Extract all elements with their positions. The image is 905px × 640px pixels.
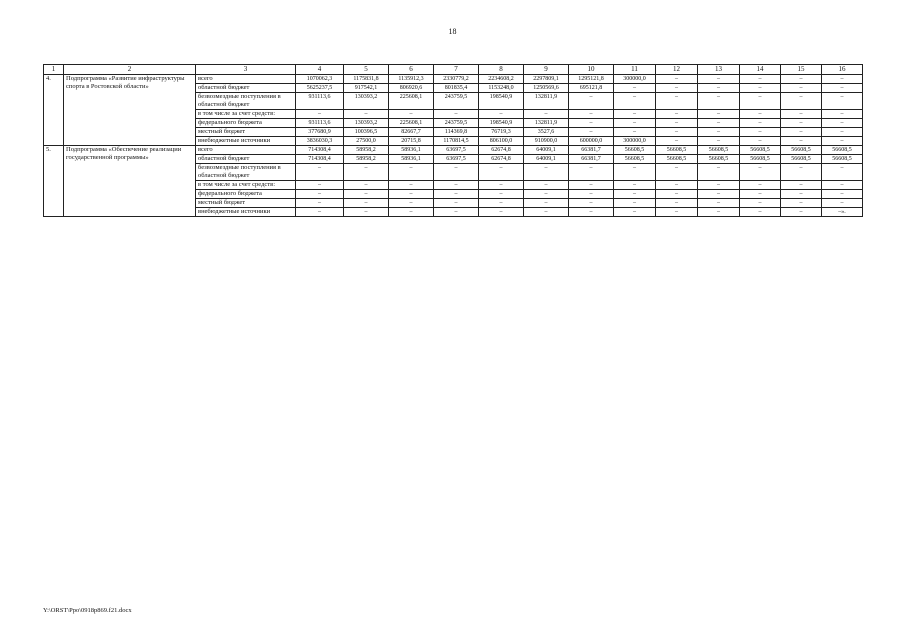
amount-cell: 56608,5 — [656, 155, 698, 164]
amount-cell: – — [698, 164, 740, 181]
amount-cell: 1170814,5 — [434, 137, 479, 146]
amount-cell: – — [344, 199, 389, 208]
header-row — [44, 65, 863, 75]
amount-cell: – — [822, 128, 863, 137]
amount-cell: – — [614, 110, 656, 119]
subprogram-name: Подпрограмма «Обеспечение реализации государственной программы» — [64, 146, 196, 217]
amount-cell: 56608,5 — [740, 146, 781, 155]
amount-cell: 56608,5 — [614, 146, 656, 155]
header-cell: 16 — [822, 65, 863, 75]
amount-cell: – — [698, 190, 740, 199]
amount-cell: 56608,5 — [781, 155, 822, 164]
header-cell: 14 — [740, 65, 781, 75]
amount-cell: – — [656, 190, 698, 199]
amount-cell: 300000,0 — [614, 75, 656, 84]
amount-cell: – — [781, 128, 822, 137]
amount-cell: – — [569, 164, 614, 181]
funding-source: федерального бюджета — [196, 190, 296, 199]
amount-cell: – — [698, 110, 740, 119]
amount-cell: 2234608,2 — [479, 75, 524, 84]
amount-cell: 1250569,6 — [524, 84, 569, 93]
amount-cell: – — [569, 93, 614, 110]
amount-cell: – — [698, 119, 740, 128]
amount-cell: – — [524, 181, 569, 190]
amount-cell: – — [781, 190, 822, 199]
amount-cell: 3836030,3 — [296, 137, 344, 146]
amount-cell: – — [822, 75, 863, 84]
amount-cell: – — [781, 199, 822, 208]
amount-cell: 695121,8 — [569, 84, 614, 93]
amount-cell: – — [656, 137, 698, 146]
amount-cell: – — [822, 181, 863, 190]
funding-source: внебюджетные источники — [196, 137, 296, 146]
amount-cell: 56608,5 — [614, 155, 656, 164]
budget-table — [43, 64, 863, 217]
amount-cell: – — [740, 199, 781, 208]
amount-cell: – — [740, 110, 781, 119]
amount-cell: 58936,1 — [389, 146, 434, 155]
amount-cell: 132811,9 — [524, 93, 569, 110]
header-cell: 13 — [698, 65, 740, 75]
page-number: 18 — [448, 27, 457, 36]
amount-cell: – — [296, 190, 344, 199]
amount-cell: 130393,2 — [344, 119, 389, 128]
section-index: 5. — [44, 146, 64, 217]
amount-cell: – — [389, 208, 434, 217]
amount-cell: – — [389, 199, 434, 208]
table-body — [44, 75, 863, 217]
amount-cell: – — [740, 208, 781, 217]
amount-cell: 931113,6 — [296, 119, 344, 128]
amount-cell: – — [781, 119, 822, 128]
amount-cell: – — [479, 199, 524, 208]
amount-cell: – — [656, 199, 698, 208]
amount-cell: – — [479, 164, 524, 181]
amount-cell: – — [740, 190, 781, 199]
amount-cell: 1070062,3 — [296, 75, 344, 84]
section-index: 4. — [44, 75, 64, 146]
amount-cell: – — [822, 119, 863, 128]
amount-cell: 62674,8 — [479, 146, 524, 155]
amount-cell: – — [656, 119, 698, 128]
amount-cell: 917542,1 — [344, 84, 389, 93]
amount-cell: – — [524, 164, 569, 181]
amount-cell: 56608,5 — [781, 146, 822, 155]
amount-cell: – — [614, 128, 656, 137]
amount-cell: – — [614, 181, 656, 190]
amount-cell: – — [656, 128, 698, 137]
amount-cell: – — [479, 208, 524, 217]
amount-cell: – — [822, 110, 863, 119]
amount-cell: 243759,5 — [434, 119, 479, 128]
amount-cell: – — [296, 164, 344, 181]
amount-cell: – — [524, 199, 569, 208]
amount-cell: – — [614, 119, 656, 128]
amount-cell: – — [822, 164, 863, 181]
funding-source: местный бюджет — [196, 128, 296, 137]
amount-cell: – — [296, 199, 344, 208]
amount-cell: 1175831,8 — [344, 75, 389, 84]
funding-source: безвозмездные поступления в областной бюджет — [196, 164, 296, 181]
amount-cell: 58958,2 — [344, 155, 389, 164]
funding-source: областной бюджет — [196, 155, 296, 164]
amount-cell: 3527,6 — [524, 128, 569, 137]
amount-cell: – — [656, 181, 698, 190]
header-cell: 9 — [524, 65, 569, 75]
amount-cell: 76719,3 — [479, 128, 524, 137]
funding-source: внебюджетные источники — [196, 208, 296, 217]
amount-cell: 600000,0 — [569, 137, 614, 146]
amount-cell: – — [656, 75, 698, 84]
amount-cell: 225608,1 — [389, 119, 434, 128]
amount-cell: – — [740, 75, 781, 84]
amount-cell: – — [344, 110, 389, 119]
amount-cell: – — [479, 110, 524, 119]
table-row — [44, 146, 863, 155]
amount-cell: – — [656, 110, 698, 119]
amount-cell: – — [434, 110, 479, 119]
amount-cell: – — [822, 84, 863, 93]
amount-cell: – — [389, 190, 434, 199]
amount-cell: 801835,4 — [434, 84, 479, 93]
amount-cell: 56608,5 — [656, 146, 698, 155]
amount-cell: 714308,4 — [296, 155, 344, 164]
amount-cell: 66381,7 — [569, 146, 614, 155]
amount-cell: – — [781, 164, 822, 181]
amount-cell: – — [434, 208, 479, 217]
amount-cell: 27500,0 — [344, 137, 389, 146]
funding-source: всего — [196, 75, 296, 84]
amount-cell: – — [698, 128, 740, 137]
amount-cell: 1135912,3 — [389, 75, 434, 84]
header-cell: 10 — [569, 65, 614, 75]
amount-cell: – — [296, 208, 344, 217]
header-cell: 11 — [614, 65, 656, 75]
amount-cell: 806100,0 — [479, 137, 524, 146]
amount-cell: – — [296, 181, 344, 190]
amount-cell: – — [479, 181, 524, 190]
amount-cell: – — [569, 128, 614, 137]
amount-cell: 1153248,0 — [479, 84, 524, 93]
amount-cell: 58936,1 — [389, 155, 434, 164]
header-cell: 8 — [479, 65, 524, 75]
amount-cell: – — [740, 84, 781, 93]
amount-cell: 100396,5 — [344, 128, 389, 137]
amount-cell: – — [781, 75, 822, 84]
amount-cell: – — [344, 164, 389, 181]
amount-cell: 63697,5 — [434, 146, 479, 155]
amount-cell: – — [389, 110, 434, 119]
amount-cell: 56608,5 — [740, 155, 781, 164]
amount-cell: 64009,1 — [524, 155, 569, 164]
amount-cell: – — [698, 208, 740, 217]
amount-cell: – — [740, 93, 781, 110]
amount-cell: – — [781, 137, 822, 146]
amount-cell: 66381,7 — [569, 155, 614, 164]
funding-source: всего — [196, 146, 296, 155]
funding-source: безвозмездные поступления в областной бюджет — [196, 93, 296, 110]
amount-cell: – — [698, 93, 740, 110]
header-cell: 2 — [64, 65, 196, 75]
amount-cell: 1295121,8 — [569, 75, 614, 84]
amount-cell: 2330779,2 — [434, 75, 479, 84]
amount-cell: 82667,7 — [389, 128, 434, 137]
amount-cell: – — [781, 84, 822, 93]
funding-source: федерального бюджета — [196, 119, 296, 128]
subprogram-name: Подпрограмма «Развитие инфраструктуры спорта в Ростовской области» — [64, 75, 196, 146]
amount-cell: 114369,8 — [434, 128, 479, 137]
amount-cell: – — [434, 181, 479, 190]
header-cell: 5 — [344, 65, 389, 75]
funding-source: областной бюджет — [196, 84, 296, 93]
amount-cell: – — [614, 84, 656, 93]
amount-cell: – — [740, 181, 781, 190]
amount-cell: – — [614, 164, 656, 181]
amount-cell: – — [614, 208, 656, 217]
amount-cell: – — [569, 110, 614, 119]
amount-cell: – — [524, 190, 569, 199]
amount-cell: – — [822, 137, 863, 146]
amount-cell: 56608,5 — [822, 146, 863, 155]
amount-cell: – — [656, 208, 698, 217]
table-row — [44, 75, 863, 84]
header-cell: 1 — [44, 65, 64, 75]
amount-cell: – — [781, 93, 822, 110]
amount-cell: – — [434, 164, 479, 181]
amount-cell: – — [740, 164, 781, 181]
amount-cell: 931113,6 — [296, 93, 344, 110]
amount-cell: – — [524, 110, 569, 119]
amount-cell: – — [389, 181, 434, 190]
header-cell: 15 — [781, 65, 822, 75]
amount-cell: – — [434, 199, 479, 208]
header-cell: 7 — [434, 65, 479, 75]
amount-cell: – — [434, 190, 479, 199]
amount-cell: – — [524, 208, 569, 217]
amount-cell: – — [479, 190, 524, 199]
funding-source: в том числе за счет средств: — [196, 181, 296, 190]
header-cell: 12 — [656, 65, 698, 75]
funding-source: в том числе за счет средств: — [196, 110, 296, 119]
amount-cell: – — [822, 199, 863, 208]
amount-cell: – — [656, 93, 698, 110]
amount-cell: – — [698, 84, 740, 93]
amount-cell: 63697,5 — [434, 155, 479, 164]
amount-cell: – — [822, 190, 863, 199]
amount-cell: – — [740, 137, 781, 146]
amount-cell: 58958,2 — [344, 146, 389, 155]
amount-cell: 714308,4 — [296, 146, 344, 155]
amount-cell: – — [614, 93, 656, 110]
amount-cell: – — [698, 199, 740, 208]
amount-cell: – — [389, 164, 434, 181]
amount-cell: 56608,5 — [698, 155, 740, 164]
amount-cell: 198540,9 — [479, 119, 524, 128]
amount-cell: 243759,5 — [434, 93, 479, 110]
header-cell: 6 — [389, 65, 434, 75]
amount-cell: – — [781, 181, 822, 190]
amount-cell: – — [344, 190, 389, 199]
amount-cell: 377680,9 — [296, 128, 344, 137]
amount-cell: – — [781, 110, 822, 119]
amount-cell: – — [344, 181, 389, 190]
amount-cell: – — [614, 190, 656, 199]
amount-cell: – — [656, 84, 698, 93]
amount-cell: – — [698, 75, 740, 84]
amount-cell: 225608,1 — [389, 93, 434, 110]
amount-cell: – — [569, 119, 614, 128]
amount-cell: – — [569, 190, 614, 199]
amount-cell: 300000,0 — [614, 137, 656, 146]
amount-cell: – — [656, 164, 698, 181]
amount-cell: 5625237,5 — [296, 84, 344, 93]
footer-file-path: Y:\ORST\Ppo\0918p869.f21.docx — [43, 607, 132, 614]
amount-cell: 62674,8 — [479, 155, 524, 164]
funding-source: местный бюджет — [196, 199, 296, 208]
amount-cell: – — [344, 208, 389, 217]
amount-cell: 64009,1 — [524, 146, 569, 155]
amount-cell: – — [296, 110, 344, 119]
amount-cell: 806920,6 — [389, 84, 434, 93]
amount-cell: 132811,9 — [524, 119, 569, 128]
header-cell: 3 — [196, 65, 296, 75]
amount-cell: 56608,5 — [822, 155, 863, 164]
amount-cell: 198540,9 — [479, 93, 524, 110]
amount-cell: –». — [822, 208, 863, 217]
amount-cell: 910900,0 — [524, 137, 569, 146]
amount-cell: 2297809,1 — [524, 75, 569, 84]
amount-cell: – — [740, 119, 781, 128]
amount-cell: – — [614, 199, 656, 208]
amount-cell: – — [822, 93, 863, 110]
amount-cell: – — [569, 181, 614, 190]
amount-cell: 56608,5 — [698, 146, 740, 155]
amount-cell: – — [569, 199, 614, 208]
amount-cell: 20715,8 — [389, 137, 434, 146]
amount-cell: 130393,2 — [344, 93, 389, 110]
amount-cell: – — [740, 128, 781, 137]
header-cell: 4 — [296, 65, 344, 75]
amount-cell: – — [569, 208, 614, 217]
amount-cell: – — [698, 137, 740, 146]
amount-cell: – — [698, 181, 740, 190]
amount-cell: – — [781, 208, 822, 217]
